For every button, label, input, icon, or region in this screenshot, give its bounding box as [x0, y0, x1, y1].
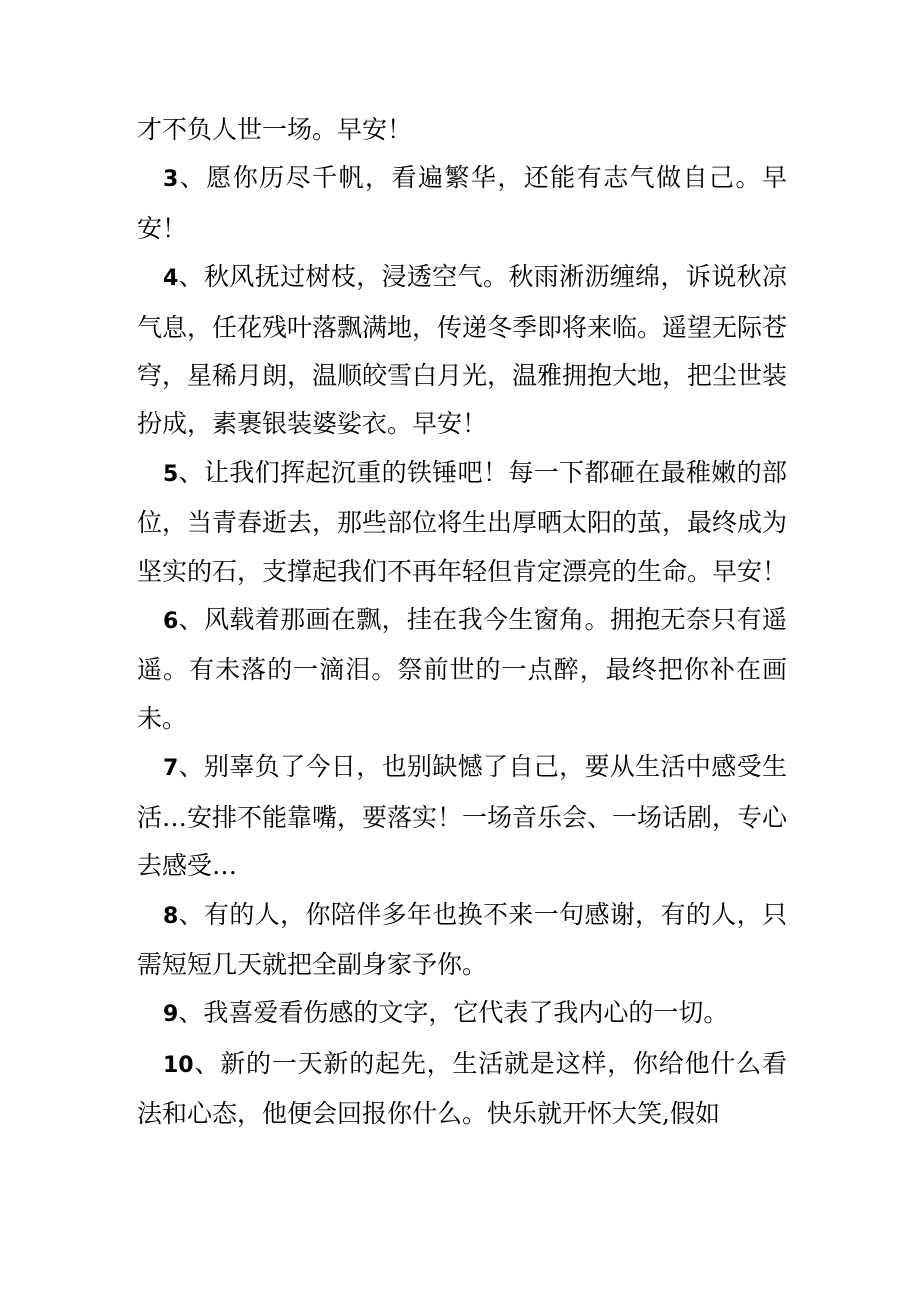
item-number: 5	[163, 461, 179, 487]
item-text: 新的一天新的起先，生活就是这样，你给他什么看法和心态，他便会回报你什么。快乐就开怀大笑,假如	[137, 1048, 787, 1129]
paragraph-continuation	[137, 106, 787, 154]
item-text: 风载着那画在飘，挂在我今生窗角。拥抱无奈只有遥遥。有未落的一滴泪。祭前世的一点醉，最终把你补在画未。	[137, 605, 787, 733]
list-item-7	[137, 743, 787, 890]
item-text: 我喜爱看伤感的文字，它代表了我内心的一切。	[203, 998, 729, 1028]
item-number: 8	[163, 903, 179, 929]
list-item-8	[137, 891, 787, 990]
list-item-9	[137, 989, 787, 1039]
item-separator: 、	[193, 1048, 221, 1078]
item-number: 7	[163, 756, 179, 782]
document-body	[137, 106, 787, 1139]
list-item-5	[137, 449, 787, 596]
list-item-10	[137, 1040, 787, 1139]
item-text: 秋风抚过树枝，浸透空气。秋雨淅沥缠绵，诉说秋凉气息，任花残叶落飘满地，传递冬季即将来临。遥望无际苍穹，星稀月朗，温顺皎雪白月光，温雅拥抱大地，把尘世装扮成，素裹银装婆娑衣。早安！	[137, 262, 788, 439]
item-number: 9	[163, 1002, 179, 1028]
item-text: 让我们挥起沉重的铁锤吧！每一下都砸在最稚嫩的部位，当青春逝去，那些部位将生出厚晒太阳的茧，最终成为坚实的石，支撑起我们不再年轻但肯定漂亮的生命。早安！	[137, 457, 788, 586]
item-text: 有的人，你陪伴多年也换不来一句感谢，有的人，只需短短几天就把全副身家予你。	[137, 899, 787, 979]
list-item-3	[137, 154, 787, 253]
list-item-4	[137, 253, 787, 449]
item-separator: 、	[178, 752, 205, 782]
item-separator: 、	[178, 262, 205, 292]
paragraph-text: 才不负人世一场。早安！	[137, 115, 413, 144]
item-number: 10	[163, 1052, 194, 1078]
item-separator: 、	[178, 163, 207, 193]
item-separator: 、	[178, 605, 205, 635]
item-number: 6	[163, 609, 179, 635]
item-number: 3	[163, 167, 179, 193]
item-text: 别辜负了今日，也别缺憾了自己，要从生活中感受生活…安排不能靠嘴，要落实！一场音乐会、一场话剧，专心去感受…	[137, 752, 788, 881]
item-separator: 、	[178, 899, 205, 929]
item-separator: 、	[178, 457, 205, 487]
list-item-6	[137, 596, 787, 743]
item-number: 4	[163, 266, 179, 292]
item-text: 愿你历尽千帆，看遍繁华，还能有志气做自己。早安！	[137, 163, 787, 243]
item-separator: 、	[178, 998, 204, 1028]
